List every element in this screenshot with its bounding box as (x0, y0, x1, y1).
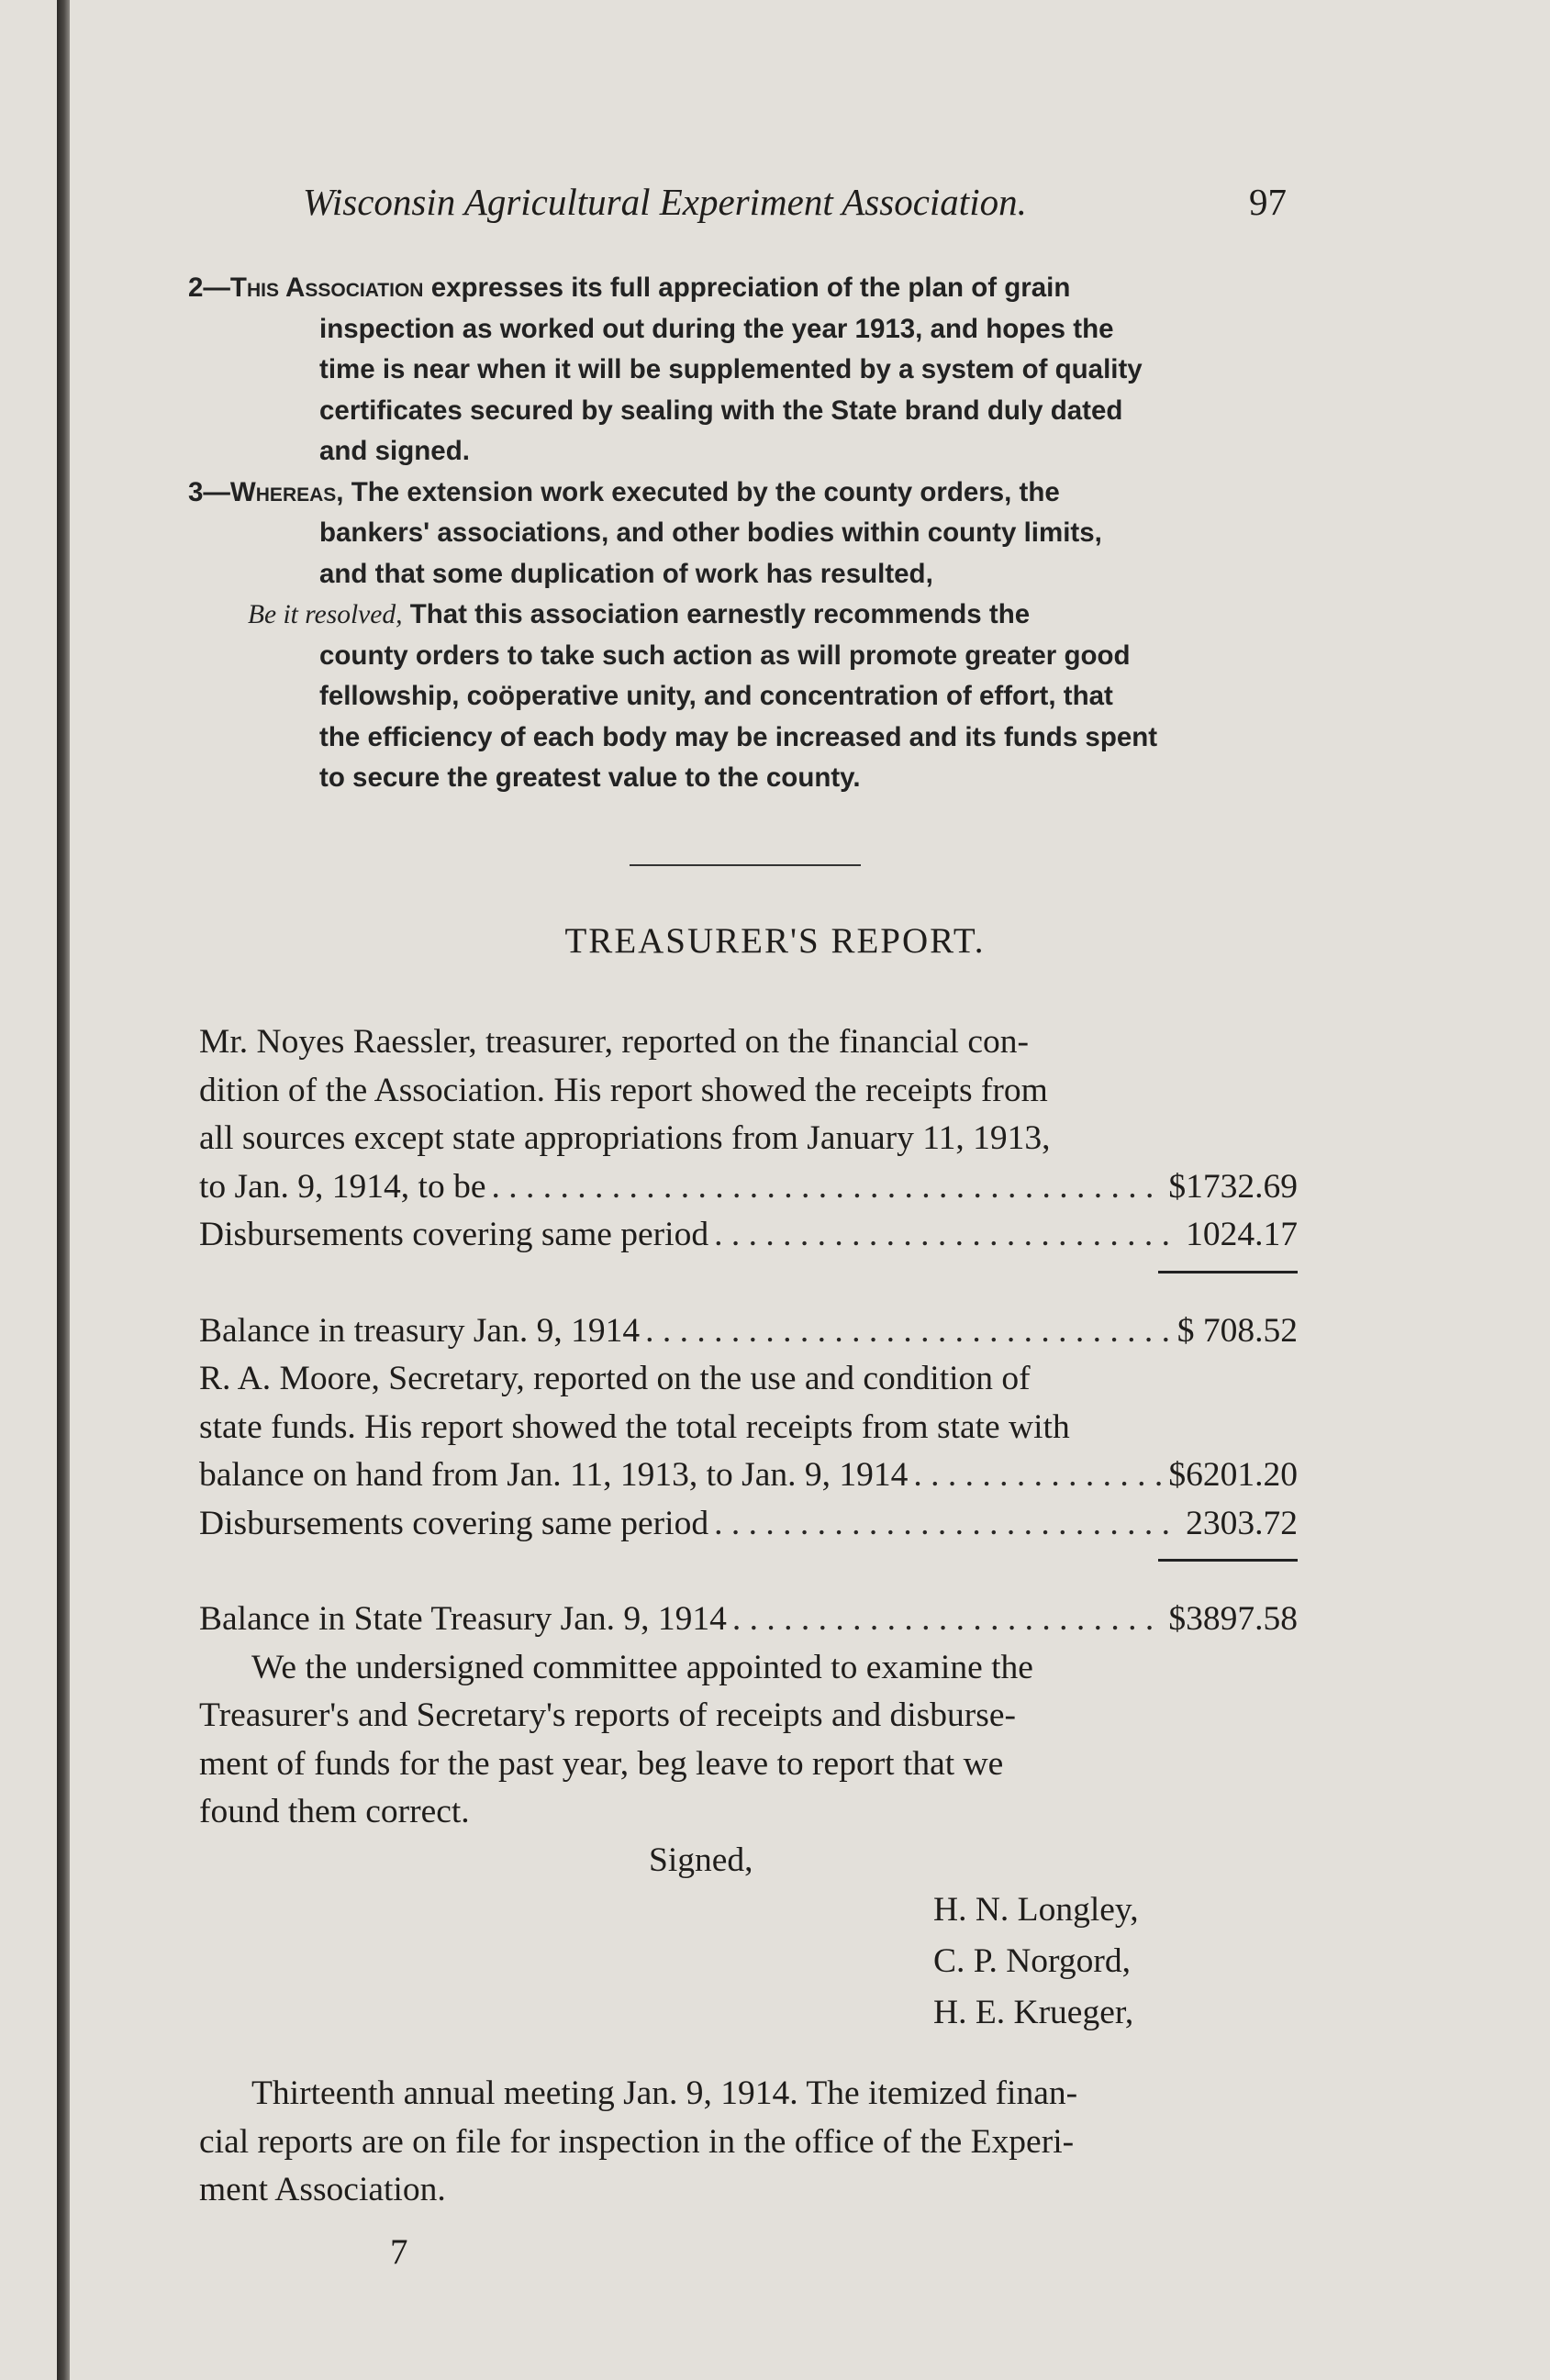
spacer (199, 2039, 1298, 2070)
state-balance-label: Balance in State Treasury Jan. 9, 1914 (199, 1600, 727, 1638)
state-disbursements-row (199, 1500, 1298, 1549)
disbursements-row (199, 1211, 1298, 1260)
resolution-line: and signed. (319, 436, 470, 466)
signed-label: Signed, (649, 1841, 753, 1879)
signatory: C. P. Norgord, (933, 1942, 1131, 1980)
signatory: H. N. Longley, (933, 1891, 1139, 1929)
resolution-line: certificates secured by sealing with the State brand duly dated (319, 395, 1123, 426)
receipts-amount: $1732.69 (1168, 1167, 1298, 1206)
committee-line: We the undersigned committee appointed to examine the (251, 1648, 1033, 1686)
report-line: state funds. His report showed the total receipts from state with (199, 1407, 1070, 1446)
sum-rule (1158, 1559, 1298, 1562)
resolution-line: time is near when it will be supplemented by a system of quality (319, 354, 1143, 384)
closing-line: ment Association. (199, 2171, 446, 2208)
state-receipts-amount: $6201.20 (1168, 1456, 1298, 1494)
receipts-row (199, 1163, 1298, 1212)
closing-line: cial reports are on file for inspection in the office of the Experi- (199, 2122, 1075, 2161)
state-balance-amount: $3897.58 (1168, 1600, 1298, 1638)
state-balance-row (199, 1596, 1298, 1644)
disbursements-label: Disbursements covering same period (199, 1216, 709, 1253)
signature-mark: 7 (390, 2232, 408, 2272)
report-line: all sources except state appropriations from January 11, 1913, (199, 1119, 1051, 1157)
committee-line: Treasurer's and Secretary's reports of receipts and disburse- (199, 1696, 1016, 1734)
sum-rule-container (199, 1548, 1298, 1596)
committee-line: found them correct. (199, 1793, 470, 1830)
closing-line: Thirteenth annual meeting Jan. 9, 1914. The itemized finan- (251, 2074, 1078, 2112)
resolution-2-first-line: 2—This Association expresses its full appreciation of the plan of grain (188, 272, 1071, 303)
resolution-3-first-line: 3—Whereas, The extension work executed by the county orders, the (188, 476, 1060, 507)
state-disbursements-label: Disbursements covering same period (199, 1504, 709, 1542)
resolution-line: the efficiency of each body may be increased and its funds spent (319, 721, 1158, 752)
report-line: Mr. Noyes Raessler, treasurer, reported on the financial con- (199, 1023, 1029, 1061)
resolution-2 (188, 268, 1299, 473)
resolved-lead: Be it resolved, (248, 600, 403, 629)
treasurer-report (199, 1018, 1298, 2215)
sum-rule (1158, 1271, 1298, 1273)
state-receipts-label: balance on hand from Jan. 11, 1913, to Jan. 9, 1914 (199, 1456, 909, 1494)
signatory: H. E. Krueger, (933, 1994, 1134, 2031)
balance-row (199, 1307, 1298, 1356)
state-receipts-row (199, 1451, 1298, 1500)
resolution-line: to secure the greatest value to the county. (319, 762, 861, 793)
disbursements-amount: 1024.17 (1186, 1216, 1298, 1253)
dot-leader (732, 1596, 1163, 1644)
dot-leader (913, 1451, 1163, 1500)
report-line: R. A. Moore, Secretary, reported on the use and condition of (199, 1360, 1031, 1397)
receipts-label: to Jan. 9, 1914, to be (199, 1167, 486, 1206)
dot-leader (491, 1163, 1163, 1212)
sum-rule-container (199, 1260, 1298, 1307)
report-line: dition of the Association. His report showed the receipts from (199, 1071, 1048, 1109)
resolution-3 (188, 473, 1299, 799)
resolution-line: county orders to take such action as will promote greater good (319, 639, 1131, 671)
resolved-first-line: Be it resolved, That this association earnestly recommends the (248, 599, 1031, 629)
running-head-title: Wisconsin Agricultural Experiment Association. (303, 181, 1027, 223)
resolution-2-lead: This Association (229, 272, 424, 303)
state-disbursements-amount: 2303.72 (1186, 1504, 1298, 1542)
section-title: TREASURER'S REPORT. (564, 921, 986, 961)
resolution-line: and that some duplication of work has resulted, (319, 558, 933, 589)
section-divider (630, 864, 861, 866)
resolution-3-lead: Whereas, (229, 476, 344, 507)
resolutions-section (188, 268, 1299, 799)
resolution-line: inspection as worked out during the year 1913, and hopes the (319, 313, 1114, 344)
balance-amount: $ 708.52 (1176, 1311, 1298, 1350)
committee-line: ment of funds for the past year, beg leave to report that we (199, 1744, 1004, 1783)
resolution-line: fellowship, coöperative unity, and concentration of effort, that (319, 681, 1113, 711)
running-head (303, 180, 1287, 224)
dot-leader (714, 1211, 1180, 1260)
dot-leader (645, 1307, 1172, 1356)
balance-label: Balance in treasury Jan. 9, 1914 (199, 1311, 641, 1350)
page-number: 97 (1249, 181, 1287, 223)
dot-leader (714, 1500, 1180, 1549)
resolution-line: bankers' associations, and other bodies within county limits, (319, 517, 1102, 548)
